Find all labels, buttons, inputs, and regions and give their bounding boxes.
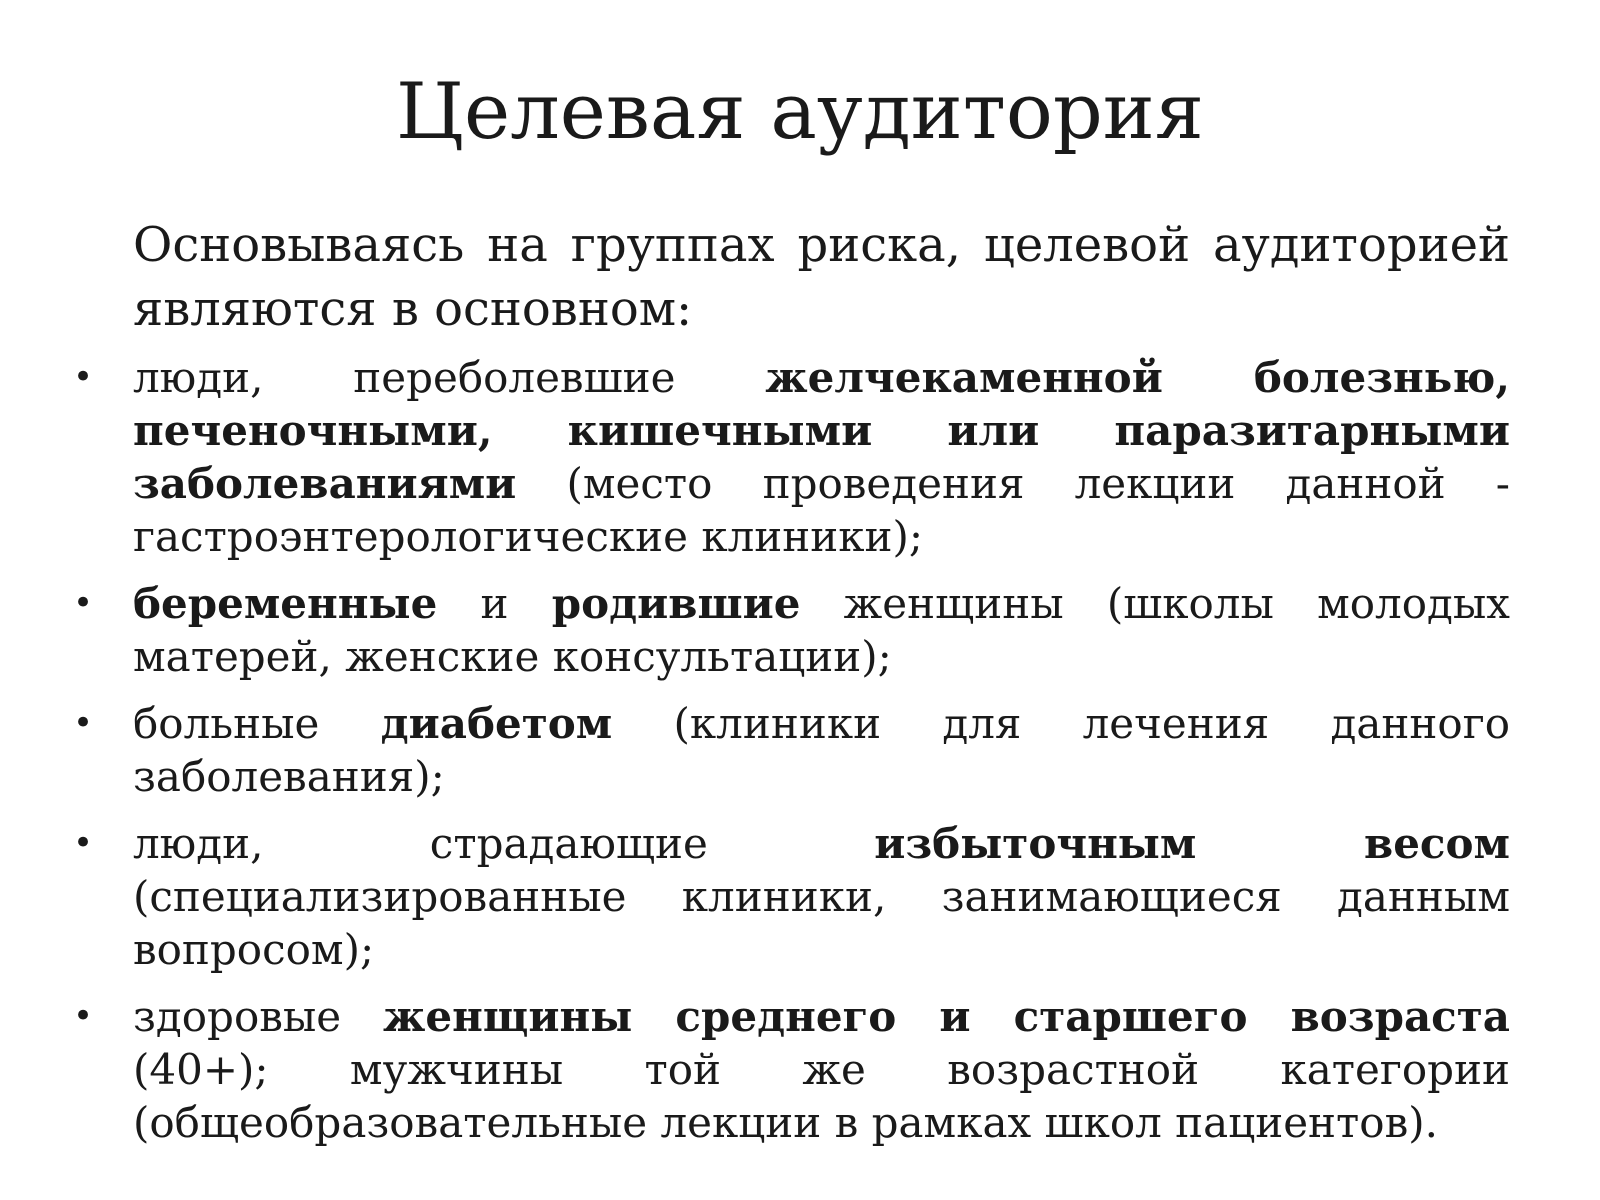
item-text-bold: беременные (133, 579, 438, 628)
list-item (73, 817, 1510, 976)
bullet-icon: • (73, 703, 94, 743)
item-text-segment: и (437, 579, 552, 628)
item-text-segment: люди, страдающие (133, 819, 875, 868)
item-text-segment: (клиники для лечения данного заболевания); (133, 699, 1510, 801)
item-text-bold: избыточным весом (874, 819, 1510, 868)
item-text (133, 579, 1510, 681)
item-text (133, 699, 1510, 801)
bullet-icon: • (73, 583, 94, 623)
list-item (73, 351, 1510, 563)
item-text-segment: больные (133, 699, 381, 748)
item-text-segment: (специализированные клиники, занимающиеся данным вопросом); (133, 872, 1510, 974)
list-item (73, 697, 1510, 803)
item-text (133, 819, 1510, 974)
item-text-segment: здоровые (133, 992, 383, 1041)
item-text-segment: люди, переболевшие (133, 353, 766, 402)
item-text-bold: женщины среднего и старшего возраста (383, 992, 1510, 1041)
list-item (73, 577, 1510, 683)
item-text-bold: желчекаменной болезнью, печеночными, кишечными или паразитарными заболеваниями (133, 353, 1510, 508)
item-text-segment: (место проведения лекции данной - гастроэнтерологические клиники); (133, 459, 1510, 561)
item-text (133, 992, 1510, 1147)
item-text-bold: диабетом (380, 699, 613, 748)
slide-title: Целевая аудитория (396, 67, 1204, 157)
item-text-segment: женщины (школы молодых матерей, женские консультации); (133, 579, 1510, 681)
item-text-bold: родившие (551, 579, 801, 628)
slide-content (73, 213, 1510, 1163)
bullet-icon: • (73, 823, 94, 863)
intro-paragraph: Основываясь на группах риска, целевой аудиторией являются в основном: (133, 217, 1510, 337)
item-text-segment: (40+); мужчины той же возрастной категории (общеобразовательные лекции в рамках школ пациентов). (133, 1045, 1510, 1147)
bullet-icon: • (73, 996, 94, 1036)
audience-list (73, 351, 1510, 1149)
list-item (73, 990, 1510, 1149)
item-text (133, 353, 1510, 561)
bullet-icon: • (73, 357, 94, 397)
